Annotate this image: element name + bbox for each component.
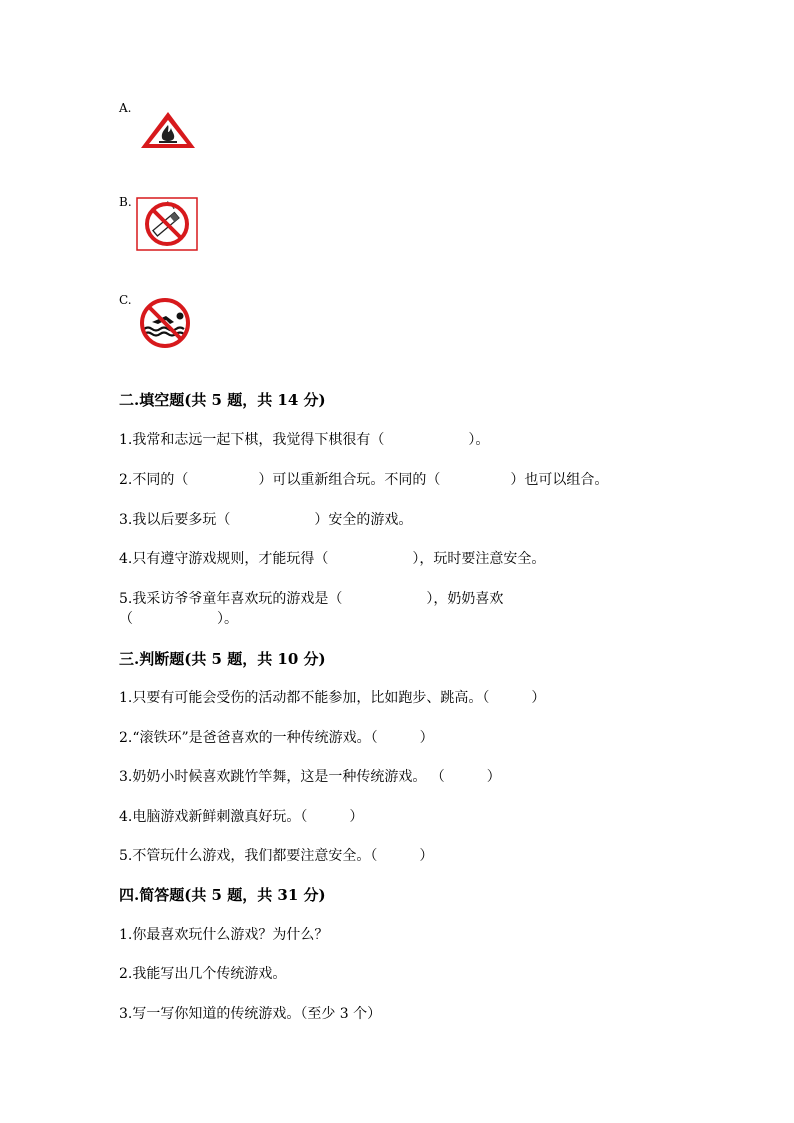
true-false-question-5: 5.不管玩什么游戏，我们都要注意安全。（ ） — [119, 848, 434, 864]
true-false-question-3: 3.奶奶小时候喜欢跳竹竿舞，这是一种传统游戏。 （ ） — [119, 769, 501, 785]
fill-in-question-4: 4.只有遵守游戏规则，才能玩得（ ），玩时要注意安全。 — [119, 551, 546, 567]
true-false-question-2: 2.“滚铁环”是爸爸喜欢的一种传统游戏。（ ） — [119, 730, 434, 746]
no-smoking-icon — [136, 197, 198, 251]
fill-in-question-5: 5.我采访爷爷童年喜欢玩的游戏是（ ），奶奶喜欢 — [119, 591, 504, 607]
true-false-question-4: 4.电脑游戏新鲜刺激真好玩。（ ） — [119, 809, 364, 825]
fill-in-question-2: 2.不同的（ ）可以重新组合玩。不同的（ ）也可以组合。 — [119, 472, 609, 488]
option-b-label: B. — [119, 195, 132, 209]
fill-in-question-5-continued: （ ）。 — [119, 611, 238, 627]
section-fill-in-title: 二.填空题(共 5 题，共 14 分) — [119, 391, 326, 409]
fill-in-question-3: 3.我以后要多玩（ ）安全的游戏。 — [119, 512, 413, 528]
section-true-false-title: 三.判断题(共 5 题，共 10 分) — [119, 650, 326, 668]
section-short-answer-title: 四.简答题(共 5 题，共 31 分) — [119, 886, 326, 904]
no-swimming-icon — [136, 296, 194, 350]
short-answer-question-3: 3.写一写你知道的传统游戏。（至少 3 个） — [119, 1006, 382, 1022]
option-c-label: C. — [119, 293, 132, 307]
option-a-label: A. — [119, 101, 132, 115]
short-answer-question-1: 1.你最喜欢玩什么游戏？为什么？ — [119, 927, 329, 943]
true-false-question-1: 1.只要有可能会受伤的活动都不能参加，比如跑步、跳高。（ ） — [119, 690, 546, 706]
fire-warning-icon — [139, 110, 197, 150]
short-answer-question-2: 2.我能写出几个传统游戏。 — [119, 966, 287, 982]
fill-in-question-1: 1.我常和志远一起下棋，我觉得下棋很有（ ）。 — [119, 432, 490, 448]
